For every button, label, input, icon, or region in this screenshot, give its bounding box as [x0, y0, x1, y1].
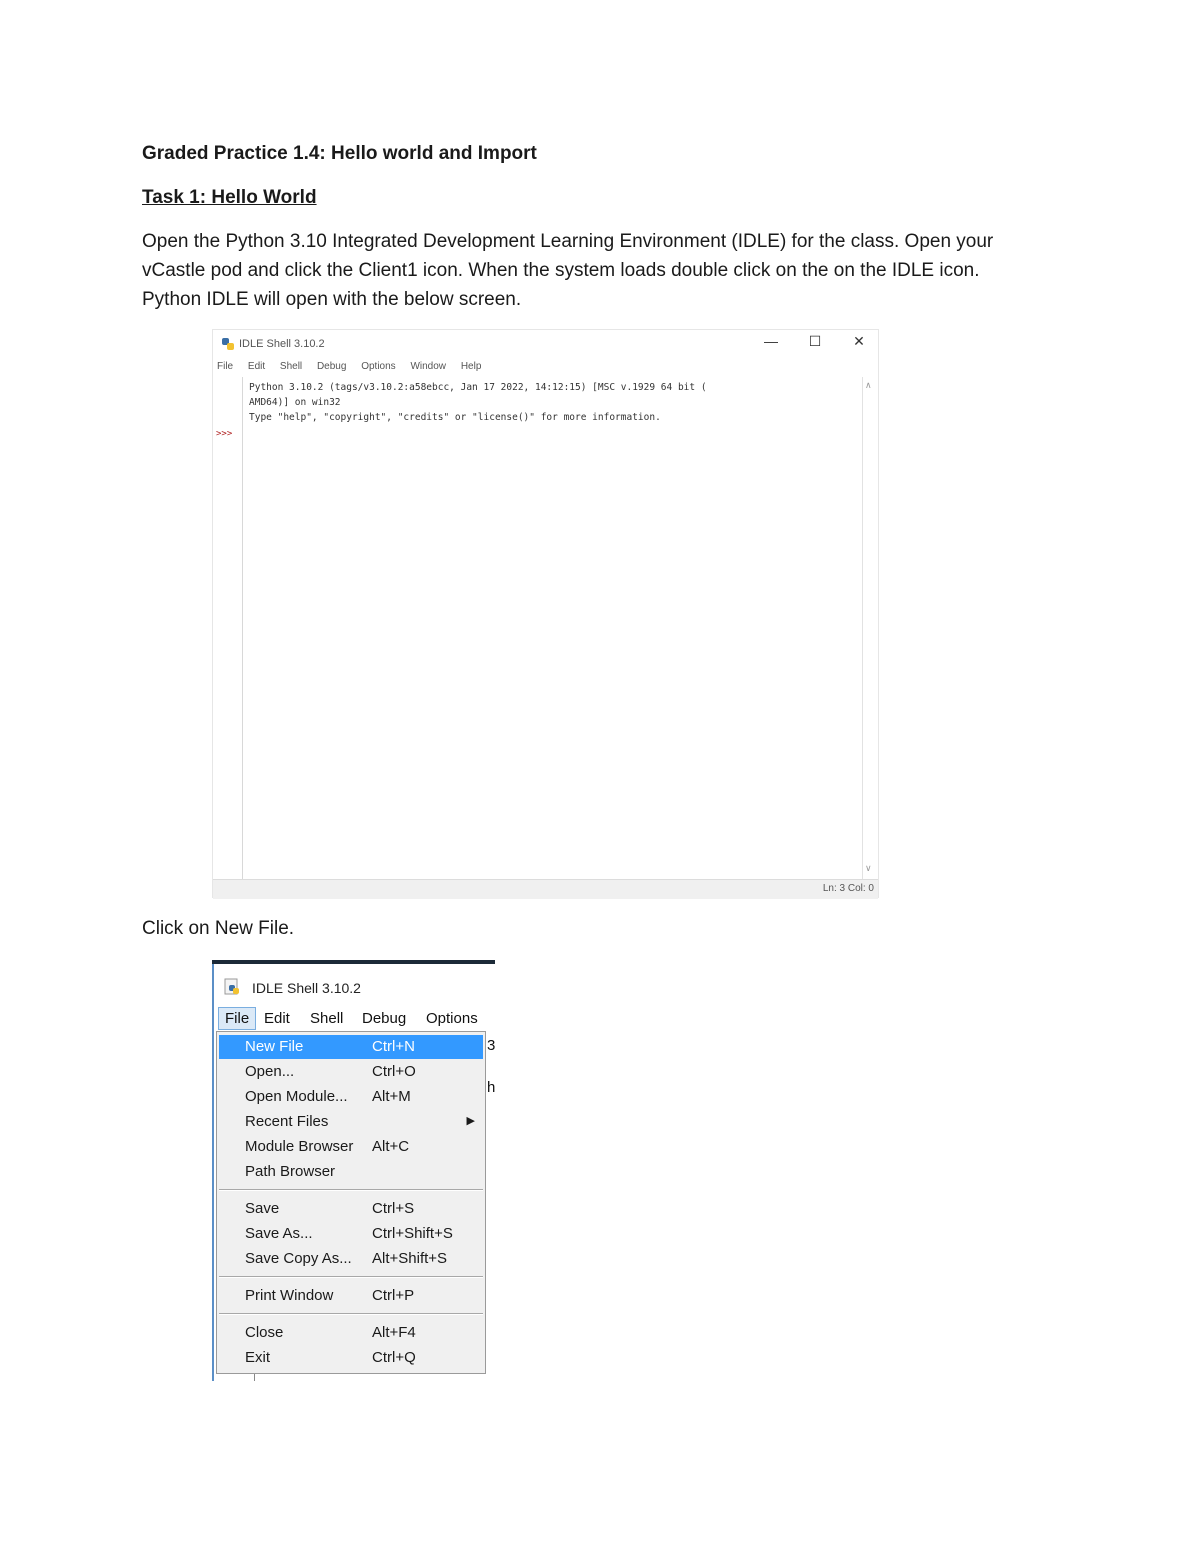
- menu-item-save-as[interactable]: [219, 1222, 483, 1246]
- menu-item-close[interactable]: [219, 1321, 483, 1345]
- menu-item-label: Path Browser: [245, 1163, 336, 1180]
- menu-item-label: Save: [245, 1200, 280, 1217]
- menu-item-shortcut: Alt+M: [372, 1088, 411, 1105]
- menu-item-new-file[interactable]: [219, 1035, 483, 1059]
- menu-file[interactable]: File: [218, 1007, 256, 1030]
- window-titlebar: [214, 964, 495, 1008]
- menu-edit[interactable]: Edit: [264, 1010, 290, 1027]
- menu-debug[interactable]: Debug: [316, 361, 347, 372]
- menu-item-open[interactable]: [219, 1060, 483, 1084]
- vertical-scrollbar[interactable]: [862, 377, 877, 879]
- window-border: [254, 1374, 255, 1381]
- shell-line: Type "help", "copyright", "credits" or "license()" for more information.: [249, 412, 661, 423]
- menu-shell[interactable]: Shell: [279, 361, 303, 372]
- menu-item-shortcut: Alt+F4: [372, 1324, 416, 1341]
- menu-item-shortcut: Alt+C: [372, 1138, 410, 1155]
- paragraph-line: Open the Python 3.10 Integrated Development Learning Environment (IDLE) for the class. Open your: [142, 231, 994, 252]
- menu-item-shortcut: Alt+Shift+S: [372, 1250, 448, 1267]
- paragraph-line: vCastle pod and click the Client1 icon. When the system loads double click on the on the IDLE icon.: [142, 260, 980, 281]
- menu-item-label: Exit: [245, 1349, 271, 1366]
- task-heading: Task 1: Hello World: [142, 187, 317, 208]
- window-titlebar: [213, 330, 878, 358]
- shell-line: Python 3.10.2 (tags/v3.10.2:a58ebcc, Jan 17 2022, 14:12:15) [MSC v.1929 64 bit (: [249, 382, 707, 393]
- menu-options[interactable]: Options: [426, 1010, 478, 1027]
- shell-prompt: >>>: [216, 429, 233, 439]
- menu-item-label: Save Copy As...: [245, 1250, 352, 1267]
- menu-window[interactable]: Window: [410, 361, 447, 372]
- menu-item-module-browser[interactable]: [219, 1135, 483, 1159]
- file-menu-screenshot: [212, 960, 495, 1381]
- shell-line: AMD64)] on win32: [249, 397, 341, 408]
- menu-item-shortcut: Ctrl+S: [372, 1200, 415, 1217]
- menu-item-save-copy-as[interactable]: [219, 1247, 483, 1271]
- submenu-arrow-icon: ▶: [466, 1115, 475, 1127]
- menu-item-recent-files[interactable]: [219, 1110, 483, 1134]
- menu-item-exit[interactable]: [219, 1346, 483, 1370]
- menu-separator: [219, 1276, 483, 1278]
- background-text: 3: [487, 1037, 496, 1054]
- menu-edit[interactable]: Edit: [247, 361, 266, 372]
- menu-item-open-module[interactable]: [219, 1085, 483, 1109]
- background-text: h: [487, 1079, 496, 1096]
- menu-bar: [217, 361, 493, 375]
- python-icon: [224, 978, 242, 996]
- menu-item-label: Print Window: [245, 1287, 334, 1304]
- scroll-up-icon[interactable]: ∧: [865, 380, 872, 390]
- menu-item-label: Module Browser: [245, 1138, 354, 1155]
- minimize-button[interactable]: —: [764, 333, 778, 349]
- menu-item-shortcut: Ctrl+N: [372, 1038, 415, 1055]
- cursor-position: Ln: 3 Col: 0: [822, 883, 874, 894]
- window-title: IDLE Shell 3.10.2: [252, 980, 361, 996]
- status-bar: [213, 879, 878, 899]
- menu-bar: [214, 1007, 495, 1031]
- menu-debug[interactable]: Debug: [362, 1010, 407, 1027]
- scroll-down-icon[interactable]: ∨: [865, 863, 872, 873]
- menu-item-shortcut: Ctrl+Shift+S: [372, 1225, 453, 1242]
- menu-item-label: Save As...: [245, 1225, 313, 1242]
- menu-item-print-window[interactable]: [219, 1284, 483, 1308]
- menu-item-label: New File: [245, 1038, 304, 1055]
- menu-item-path-browser[interactable]: [219, 1160, 483, 1184]
- idle-shell-screenshot: [212, 329, 879, 898]
- menu-item-label: Close: [245, 1324, 284, 1341]
- menu-options[interactable]: Options: [361, 361, 396, 372]
- menu-item-label: Open Module...: [245, 1088, 348, 1105]
- shell-output[interactable]: [249, 380, 707, 425]
- menu-separator: [219, 1313, 483, 1315]
- menu-separator: [219, 1189, 483, 1191]
- menu-help[interactable]: Help: [460, 361, 482, 372]
- menu-item-label: Open...: [245, 1063, 295, 1080]
- menu-item-shortcut: Ctrl+O: [372, 1063, 416, 1080]
- maximize-button[interactable]: ☐: [808, 333, 822, 349]
- menu-item-shortcut: Ctrl+P: [372, 1287, 415, 1304]
- python-icon: [221, 337, 235, 351]
- menu-item-label: Recent Files: [245, 1113, 329, 1130]
- line-gutter: [213, 377, 243, 879]
- menu-item-shortcut: Ctrl+Q: [372, 1349, 416, 1366]
- window-title: IDLE Shell 3.10.2: [239, 338, 325, 350]
- paragraph-line: Python IDLE will open with the below screen.: [142, 289, 522, 310]
- close-button[interactable]: ✕: [853, 333, 865, 349]
- menu-file[interactable]: File: [217, 361, 234, 372]
- menu-shell[interactable]: Shell: [310, 1010, 344, 1027]
- page-title: Graded Practice 1.4: Hello world and Import: [142, 143, 537, 164]
- caption: Click on New File.: [142, 918, 295, 939]
- file-menu-dropdown: [216, 1031, 486, 1374]
- menu-item-save[interactable]: [219, 1197, 483, 1221]
